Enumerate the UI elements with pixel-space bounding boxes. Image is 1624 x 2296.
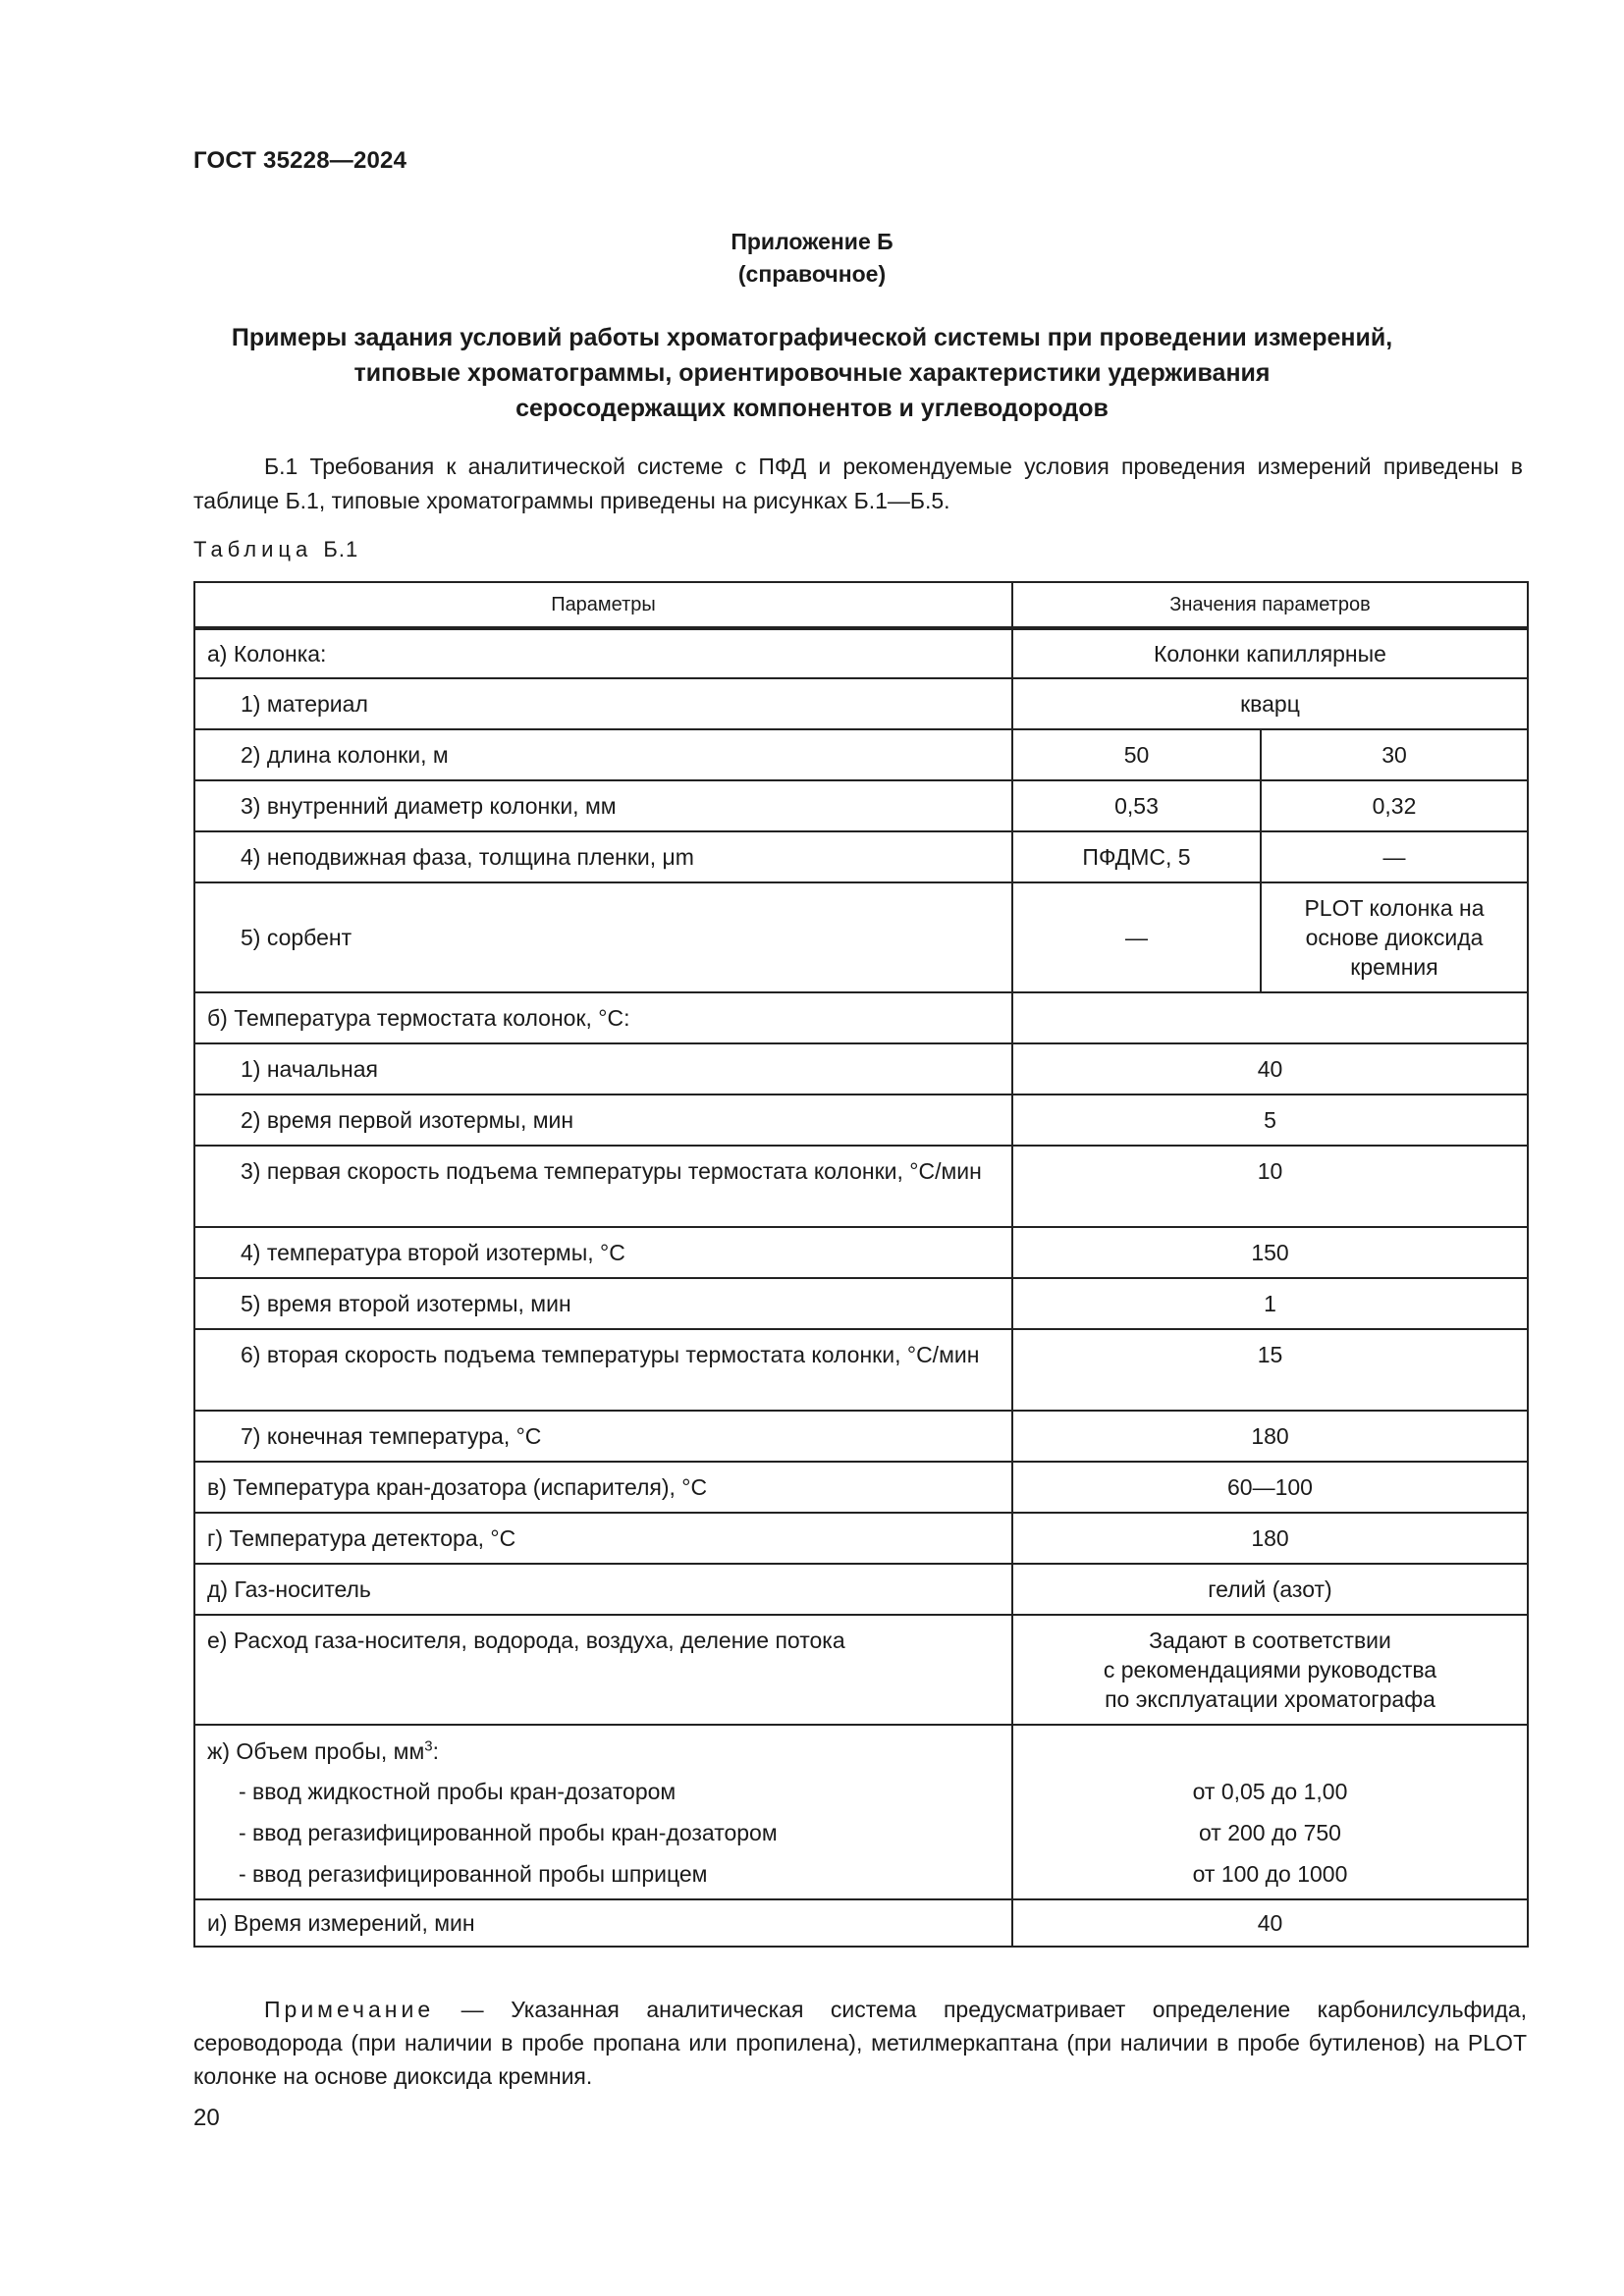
row-value: гелий (азот) (1012, 1564, 1528, 1615)
row-value-col1: 0,53 (1012, 780, 1261, 831)
value-line-2: с рекомендациями руководства (1103, 1657, 1437, 1682)
document-title-line-3: серосодержащих компонентов и углеводородов (515, 395, 1109, 422)
table-row (194, 1278, 1528, 1329)
row-value: 60—100 (1012, 1462, 1528, 1513)
sample-volume-label (207, 1732, 1000, 1771)
document-title-line-1: Примеры задания условий работы хроматографической системы при проведении измерений, (231, 324, 1393, 351)
row-label: 2) длина колонки, м (194, 729, 1012, 780)
value-line-3: по эксплуатации хроматографа (1105, 1686, 1435, 1712)
note-lead: Примечание (264, 1997, 435, 2022)
row-label: 2) время первой изотермы, мин (194, 1095, 1012, 1146)
row-value: 40 (1012, 1899, 1528, 1947)
header-params: Параметры (194, 582, 1012, 628)
row-label: 1) начальная (194, 1043, 1012, 1095)
sample-method-label: - ввод жидкостной пробы кран-дозатором (239, 1779, 677, 1804)
table-row (194, 1462, 1528, 1513)
row-value: Колонки капиллярные (1012, 628, 1528, 678)
table-row (194, 729, 1528, 780)
row-label: е) Расход газа-носителя, водорода, воздуха, деление потока (194, 1615, 1012, 1725)
sample-method-value: от 100 до 1000 (1192, 1861, 1348, 1887)
row-value: 1 (1012, 1278, 1528, 1329)
row-value: 150 (1012, 1227, 1528, 1278)
row-label: г) Температура детектора, °С (194, 1513, 1012, 1564)
table-row (194, 1146, 1528, 1227)
row-value: кварц (1012, 678, 1528, 729)
row-label: 7) конечная температура, °С (194, 1411, 1012, 1462)
spacer (1025, 1732, 1515, 1771)
table-header-row (194, 582, 1528, 628)
row-value: 40 (1012, 1043, 1528, 1095)
sample-volume-colon: : (432, 1738, 439, 1764)
sample-method-value: от 0,05 до 1,00 (1192, 1779, 1348, 1804)
row-label (194, 1329, 1012, 1411)
header-values: Значения параметров (1012, 582, 1528, 628)
row-value: 180 (1012, 1411, 1528, 1462)
table-row (194, 1227, 1528, 1278)
row-value: 10 (1012, 1146, 1528, 1227)
table-caption-number: Б.1 (323, 537, 359, 561)
row-value-col1: ПФДМС, 5 (1012, 831, 1261, 882)
row-label: 4) температура второй изотермы, °С (194, 1227, 1012, 1278)
row-label: 3) внутренний диаметр колонки, мм (194, 780, 1012, 831)
appendix-subtitle: (справочное) (737, 261, 887, 287)
sample-method-label: - ввод регазифицированной пробы кран-дозатором (239, 1820, 778, 1845)
table-caption (193, 537, 358, 562)
row-value-col2: — (1261, 831, 1528, 882)
row-label: в) Температура кран-дозатора (испарителя), °С (194, 1462, 1012, 1513)
row-value: 5 (1012, 1095, 1528, 1146)
sorbent-line-3: кремния (1350, 954, 1438, 980)
table-row (194, 678, 1528, 729)
row-value-col1: — (1012, 882, 1261, 992)
row-label: 5) время второй изотермы, мин (194, 1278, 1012, 1329)
document-code-header: ГОСТ 35228—2024 (193, 147, 407, 174)
table-row (194, 1615, 1528, 1725)
row-value: 15 (1012, 1329, 1528, 1411)
parameters-table (193, 581, 1529, 1948)
row-label: 1) материал (194, 678, 1012, 729)
sorbent-line-1: PLOT колонка на (1304, 895, 1485, 921)
table-row (194, 780, 1528, 831)
table-note (193, 1993, 1527, 2093)
appendix-heading (0, 226, 1624, 291)
row-value (1012, 1615, 1528, 1725)
row-value: 180 (1012, 1513, 1528, 1564)
row-value-col2: 0,32 (1261, 780, 1528, 831)
row-label: б) Температура термостата колонок, °С: (194, 992, 1012, 1043)
row-value-col1: 50 (1012, 729, 1261, 780)
row-label (194, 1725, 1012, 1899)
row-value-empty (1012, 992, 1528, 1043)
table-row (194, 1043, 1528, 1095)
table-row (194, 1329, 1528, 1411)
table-caption-label: Таблица (193, 537, 313, 561)
row-label: 4) неподвижная фаза, толщина пленки, μm (194, 831, 1012, 882)
table-row (194, 1095, 1528, 1146)
row-label: 5) сорбент (194, 882, 1012, 992)
table-row (194, 628, 1528, 678)
document-title (177, 320, 1447, 426)
note-text: — Указанная аналитическая система предусматривает определение карбонилсульфида, сероводорода (при наличии в пробе пропана или пропилена), метилмеркаптана (при наличии в пробе бутиленов) на PLOT колонке на основе диоксида кремния. (193, 1997, 1527, 2089)
sample-method-label: - ввод регазифицированной пробы шприцем (239, 1861, 708, 1887)
row-label-text: 3) первая скорость подъема температуры термостата колонки, °С/мин (241, 1158, 982, 1184)
table-row (194, 882, 1528, 992)
row-label: а) Колонка: (194, 628, 1012, 678)
row-value (1012, 1725, 1528, 1899)
document-title-line-2: типовые хроматограммы, ориентировочные характеристики удерживания (353, 359, 1271, 387)
row-label-text: 6) вторая скорость подъема температуры термостата колонки, °С/мин (241, 1342, 980, 1367)
sample-volume-text: ж) Объем пробы, мм (207, 1738, 425, 1764)
appendix-title: Приложение Б (731, 229, 893, 254)
table-row (194, 1513, 1528, 1564)
row-value-col2: 30 (1261, 729, 1528, 780)
sample-method-value: от 200 до 750 (1199, 1820, 1341, 1845)
sample-volume-unit-exponent: 3 (424, 1737, 433, 1755)
row-label: д) Газ-носитель (194, 1564, 1012, 1615)
row-value-col2 (1261, 882, 1528, 992)
table-row (194, 1564, 1528, 1615)
sorbent-line-2: основе диоксида (1305, 925, 1484, 950)
page-number: 20 (193, 2105, 220, 2131)
table-row (194, 992, 1528, 1043)
value-line-1: Задают в соответствии (1149, 1628, 1391, 1653)
table-row (194, 831, 1528, 882)
table-row (194, 1899, 1528, 1947)
table-row (194, 1725, 1528, 1899)
table-row (194, 1411, 1528, 1462)
row-label: и) Время измерений, мин (194, 1899, 1012, 1947)
row-label (194, 1146, 1012, 1227)
intro-paragraph: Б.1 Требования к аналитической системе с ПФД и рекомендуемые условия проведения измерений приведены в таблице Б.1, типовые хроматограммы приведены на рисунках Б.1—Б.5. (193, 454, 1523, 513)
